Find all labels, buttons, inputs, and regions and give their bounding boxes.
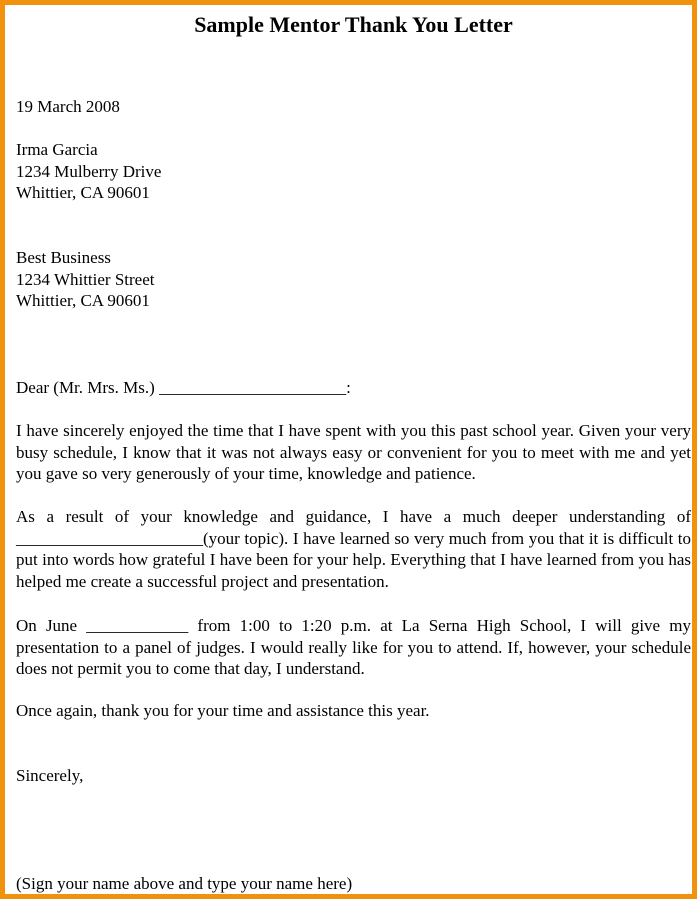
sender-street: 1234 Mulberry Drive [16,162,162,181]
recipient-name: Best Business [16,248,111,267]
body-paragraph-4: Once again, thank you for your time and assistance this year. [16,701,430,720]
recipient-street: 1234 Whittier Street [16,270,155,289]
sender-name: Irma Garcia [16,140,98,159]
salutation: Dear (Mr. Mrs. Ms.) ______________________: [16,378,351,397]
letter-date: 19 March 2008 [16,97,120,116]
body-paragraph-2: As a result of your knowledge and guidance, I have a much deeper understanding of ______________________(your topic). I have learned so very much from you that it is difficult to put into words how grateful I have been for your help. Everything that I have learned from you has helped me create a successful project and presentation. [16,507,691,592]
closing: Sincerely, [16,766,84,785]
body-paragraph-1: I have sincerely enjoyed the time that I have spent with you this past school year. Given your very busy schedule, I know that it was not always easy or convenient for you to meet with me and yet you gave so very generously of your time, knowledge and patience. [16,421,691,484]
body-paragraph-3: On June ____________ from 1:00 to 1:20 p.m. at La Serna High School, I will give my presentation to a panel of judges. I would really like for you to attend. If, however, your schedule does not permit you to come that day, I understand. [16,616,691,679]
letter-title: Sample Mentor Thank You Letter [194,12,513,37]
recipient-city: Whittier, CA 90601 [16,291,150,310]
signature-note: (Sign your name above and type your name here) [16,874,353,893]
sender-city: Whittier, CA 90601 [16,183,150,202]
